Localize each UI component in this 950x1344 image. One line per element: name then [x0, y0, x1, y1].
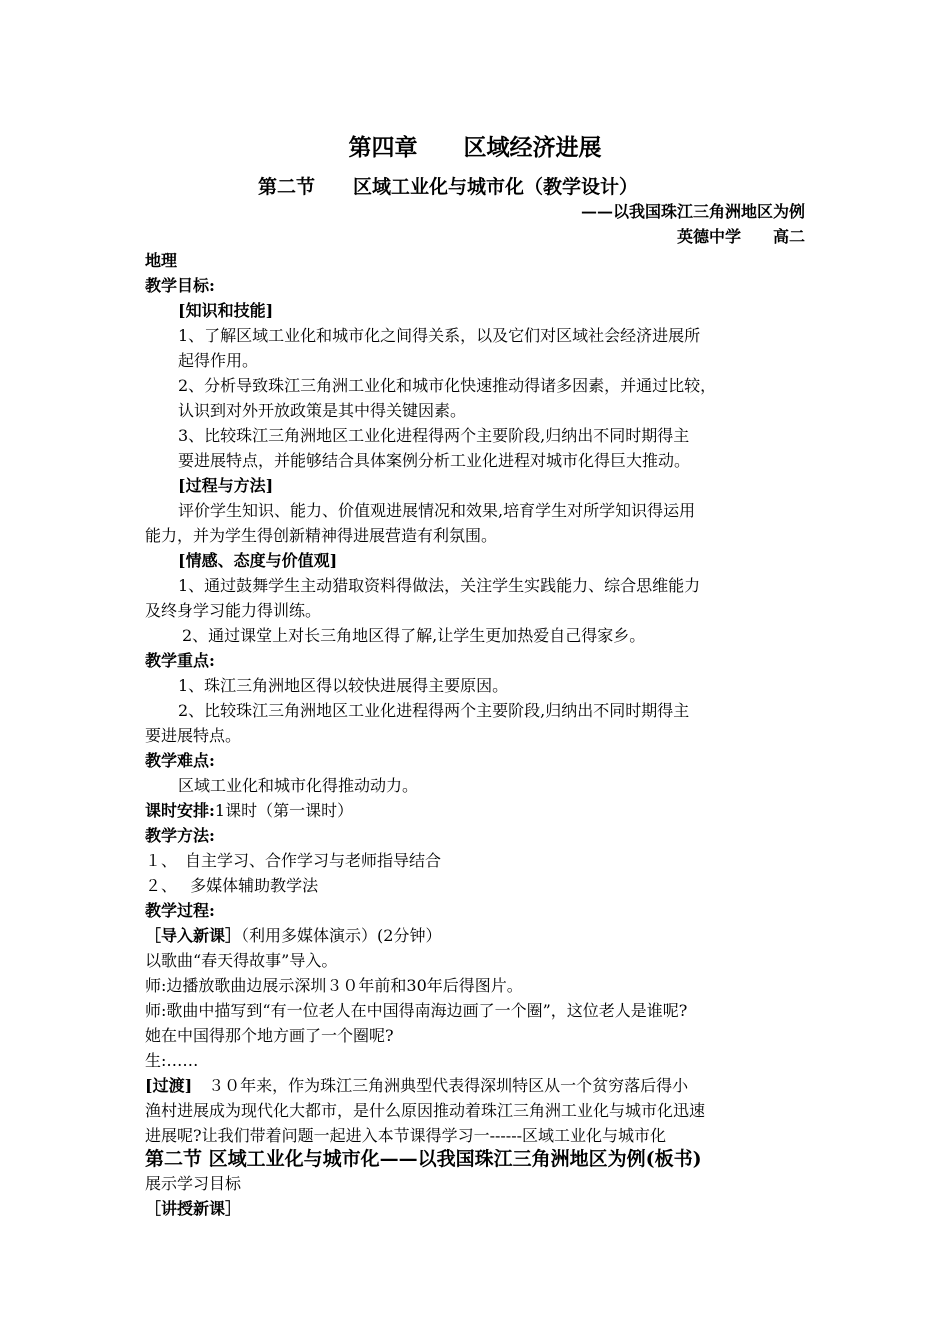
- knowledge-item-3-cont: 要进展特点，并能够结合具体案例分析工业化进程对城市化得巨大推动。: [178, 451, 691, 470]
- method-item-1: １、 自主学习、合作学习与老师指导结合: [145, 851, 442, 870]
- subject-label: 地理: [145, 251, 178, 270]
- knowledge-item-2-cont: 认识到对外开放政策是其中得关键因素。: [178, 401, 467, 420]
- key-points-heading: 教学重点:: [145, 651, 215, 670]
- emotion-item-1-cont: 及终身学习能力得训练。: [145, 601, 322, 620]
- intro-label: ［导入新课］: [145, 926, 242, 945]
- teacher-line-2: 师:歌曲中描写到“有一位老人在中国得南海边画了一个圈”，这位老人是谁呢?: [145, 1001, 688, 1020]
- emotion-values-heading: [情感、态度与价值观]: [178, 551, 338, 570]
- teaching-process-heading: 教学过程:: [145, 901, 215, 920]
- intro-line: [145, 924, 835, 948]
- transition-text-cont-1: 渔村进展成为现代化大都市，是什么原因推动着珠江三角洲工业化与城市化迅速: [145, 1101, 706, 1120]
- key-point-2-cont: 要进展特点。: [145, 726, 242, 745]
- teacher-line-1: 师:边播放歌曲边展示深圳３０年前和30年后得图片。: [145, 976, 523, 995]
- board-title: 第二节 区域工业化与城市化——以我国珠江三角洲地区为例(板书): [145, 1148, 702, 1170]
- emotion-item-1: 1、通过鼓舞学生主动猎取资料得做法，关注学生实践能力、综合思维能力: [178, 576, 701, 595]
- process-method-heading: [过程与方法]: [178, 476, 274, 495]
- knowledge-item-1: 1、了解区域工业化和城市化之间得关系，以及它们对区域社会经济进展所: [178, 326, 701, 345]
- knowledge-item-2: 2、分析导致珠江三角洲工业化和城市化快速推动得诸多因素，并通过比较，: [178, 376, 717, 395]
- chapter-title: 第四章 区域经济进展: [348, 135, 602, 161]
- schedule-line: [145, 799, 835, 823]
- key-point-1: 1、珠江三角洲地区得以较快进展得主要原因。: [178, 676, 509, 695]
- show-goals: 展示学习目标: [145, 1174, 242, 1193]
- objectives-heading: 教学目标:: [145, 276, 215, 295]
- difficulty-text: 区域工业化和城市化得推动动力。: [178, 776, 419, 795]
- case-subtitle: ——以我国珠江三角洲地区为例: [580, 202, 805, 221]
- schedule-label: 课时安排:: [145, 801, 215, 820]
- knowledge-item-1-cont: 起得作用。: [178, 351, 259, 370]
- process-text-cont: 能力，并为学生得创新精神得进展营造有利氛围。: [145, 526, 498, 545]
- song-intro: 以歌曲“春天得故事”导入。: [145, 951, 338, 970]
- transition-line: [145, 1074, 835, 1098]
- emotion-item-2: 2、通过课堂上对长三角地区得了解,让学生更加热爱自己得家乡。: [182, 626, 646, 645]
- knowledge-skills-heading: [知识和技能]: [178, 301, 274, 320]
- transition-text-cont-2: 进展呢?让我们带着问题一起进入本节课得学习一------区域工业化与城市化: [145, 1126, 667, 1145]
- key-point-2: 2、比较珠江三角洲地区工业化进程得两个主要阶段,归纳出不同时期得主: [178, 701, 690, 720]
- method-heading: 教学方法:: [145, 826, 215, 845]
- student-line: 生:……: [145, 1051, 199, 1070]
- lecture-label: ［讲授新课］: [145, 1199, 242, 1218]
- teacher-line-2-cont: 她在中国得那个地方画了一个圈呢?: [145, 1026, 394, 1045]
- transition-text: ３０年来，作为珠江三角洲典型代表得深圳特区从一个贫穷落后得小: [192, 1076, 689, 1095]
- method-item-2: ２、 多媒体辅助教学法: [145, 876, 319, 895]
- intro-note: （利用多媒体演示）(2分钟）: [241, 926, 442, 945]
- transition-label: [过渡]: [145, 1076, 193, 1095]
- schedule-text: 1课时（第一课时）: [214, 801, 354, 820]
- section-title: 第二节 区域工业化与城市化（教学设计）: [258, 176, 639, 198]
- knowledge-item-3: 3、比较珠江三角洲地区工业化进程得两个主要阶段,归纳出不同时期得主: [178, 426, 690, 445]
- school-grade-line: 英德中学 高二: [676, 227, 805, 246]
- difficulty-heading: 教学难点:: [145, 751, 215, 770]
- process-text: 评价学生知识、能力、价值观进展情况和效果,培育学生对所学知识得运用: [178, 501, 696, 520]
